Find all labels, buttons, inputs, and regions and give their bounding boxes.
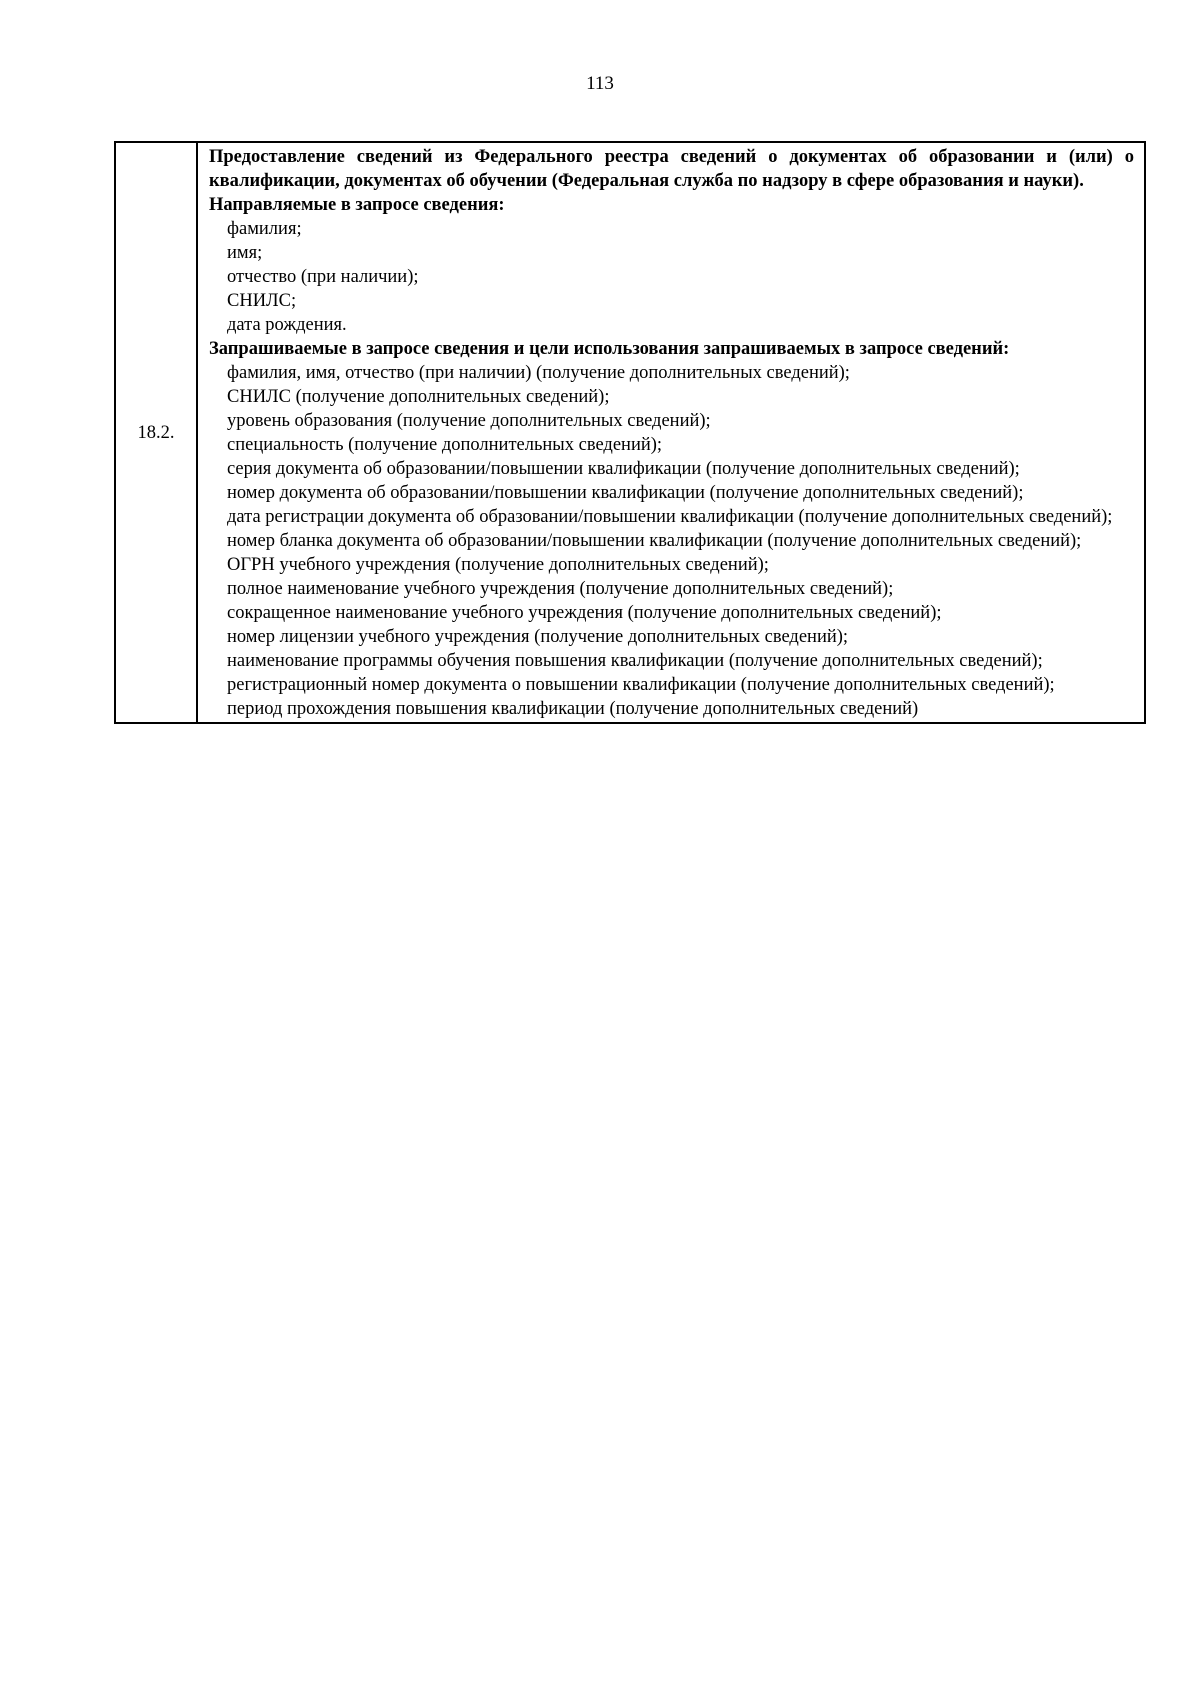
list-item: СНИЛС (получение дополнительных сведений); — [227, 387, 610, 407]
list-item: имя; — [227, 243, 263, 263]
row-content — [197, 142, 1145, 723]
requested-list — [209, 361, 1134, 721]
list-item: период прохождения повышения квалификации (получение дополнительных сведений) — [227, 699, 919, 719]
list-item: фамилия, имя, отчество (при наличии) (получение дополнительных сведений); — [227, 363, 850, 383]
page-number: 113 — [586, 73, 614, 94]
block-title: Предоставление сведений из Федерального реестра сведений о документах об образовании и (или) о квалификации, документах об обучении (Федеральная служба по надзору в сфере образования и науки). — [209, 147, 1134, 191]
list-item: дата рождения. — [227, 315, 347, 335]
list-item: отчество (при наличии); — [227, 267, 419, 287]
list-item: номер лицензии учебного учреждения (получение дополнительных сведений); — [227, 627, 849, 647]
requested-heading: Запрашиваемые в запросе сведения и цели использования запрашиваемых в запросе сведений: — [209, 339, 1010, 359]
list-item: фамилия; — [227, 219, 302, 239]
list-item: номер документа об образовании/повышении квалификации (получение дополнительных сведений); — [227, 483, 1024, 503]
sent-heading: Направляемые в запросе сведения: — [209, 195, 505, 215]
list-item: дата регистрации документа об образовании/повышении квалификации (получение дополнительных сведений); — [227, 507, 1113, 527]
list-item: специальность (получение дополнительных сведений); — [227, 435, 663, 455]
list-item: уровень образования (получение дополнительных сведений); — [227, 411, 711, 431]
list-item: сокращенное наименование учебного учреждения (получение дополнительных сведений); — [227, 603, 942, 623]
list-item: регистрационный номер документа о повышении квалификации (получение дополнительных сведений); — [227, 675, 1055, 695]
list-item: ОГРН учебного учреждения (получение дополнительных сведений); — [227, 555, 769, 575]
list-item: СНИЛС; — [227, 291, 297, 311]
list-item: серия документа об образовании/повышении квалификации (получение дополнительных сведений); — [227, 459, 1020, 479]
row-number: 18.2. — [115, 142, 197, 723]
table-row — [115, 142, 1145, 723]
list-item: полное наименование учебного учреждения (получение дополнительных сведений); — [227, 579, 894, 599]
sent-list — [209, 217, 1134, 337]
list-item: номер бланка документа об образовании/повышении квалификации (получение дополнительных сведений); — [227, 531, 1082, 551]
document-table — [114, 141, 1146, 724]
list-item: наименование программы обучения повышения квалификации (получение дополнительных сведений); — [227, 651, 1043, 671]
